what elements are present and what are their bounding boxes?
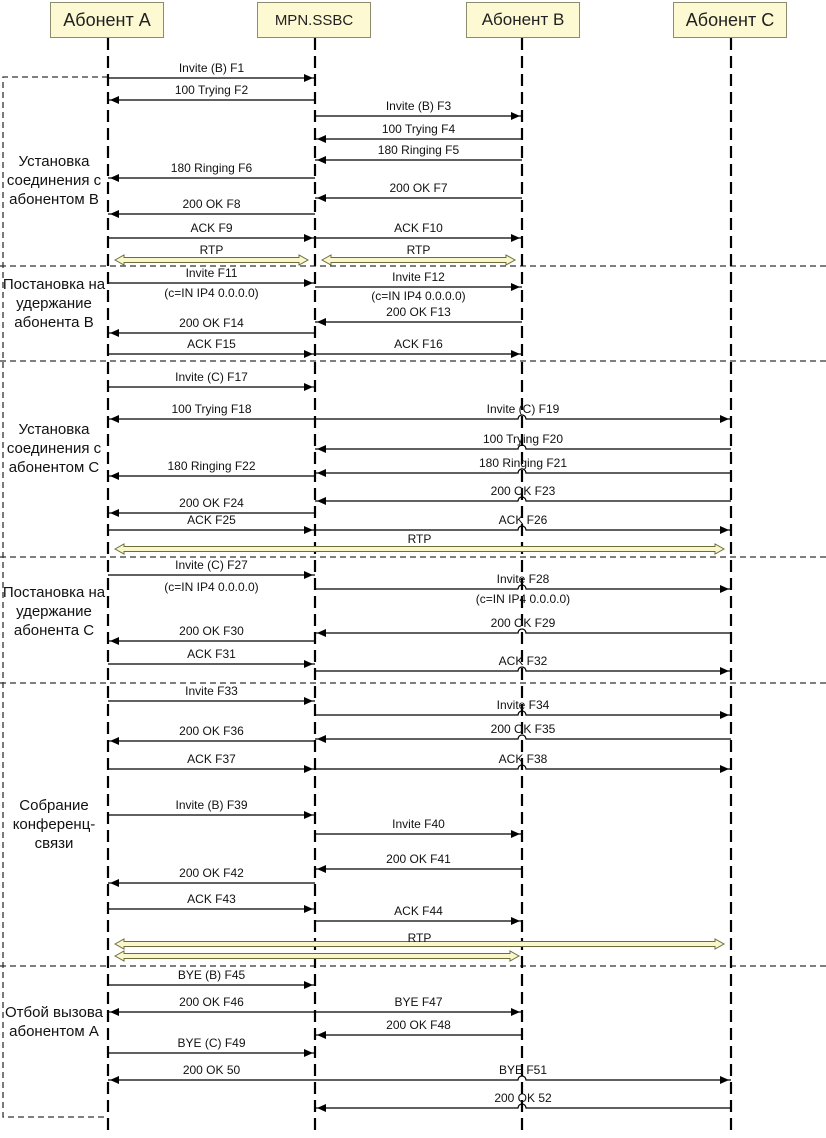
message-20-label: 100 Trying F20 <box>482 432 564 446</box>
message-23-label: 200 OK F23 <box>490 484 556 498</box>
message-43-label: ACK F43 <box>187 892 236 906</box>
message-30-arrowhead <box>110 637 119 645</box>
message-34-label: Invite F34 <box>496 698 550 712</box>
message-12-arrowhead <box>511 283 520 291</box>
message-26-label: ACK F26 <box>498 513 548 527</box>
participant-b-label: Абонент B <box>481 10 565 29</box>
message-24-label: 200 OK F24 <box>179 496 244 510</box>
participant-a-label: Абонент A <box>63 9 151 30</box>
message-11-arrowhead <box>304 279 313 287</box>
message-21-arrowhead <box>317 469 326 477</box>
message-13-arrowhead <box>317 318 326 326</box>
message-14-arrowhead <box>110 329 119 337</box>
message-48-label: 200 OK F48 <box>386 1018 451 1032</box>
message-29-label: 200 OK F29 <box>490 616 556 630</box>
participant-ssbc-box <box>257 2 371 38</box>
message-19-label: Invite (C) F19 <box>486 402 560 416</box>
message-29-arrowhead <box>317 629 326 637</box>
message-2-label: 100 Trying F2 <box>174 83 249 97</box>
phase-label-setup-b: Установка соединения с абонентом B <box>6 153 102 208</box>
participant-a-box <box>50 2 164 38</box>
message-28-label: Invite F28 <box>496 572 550 586</box>
message-1-arrowhead <box>304 74 313 82</box>
message-22-arrowhead <box>110 472 119 480</box>
message-26-arrowhead <box>720 526 729 534</box>
message-16-label: ACK F16 <box>394 337 443 351</box>
message-36-arrowhead <box>110 737 119 745</box>
phase-label-setup-c: Установка соединения с абонентом C <box>6 421 102 476</box>
message-44-label: ACK F44 <box>394 904 443 918</box>
phase-label-conference: Собрание конференц-связи <box>12 797 96 852</box>
message-3-label: Invite (B) F3 <box>385 99 452 113</box>
message-18-label: 100 Trying F18 <box>171 402 252 416</box>
message-46-arrowhead <box>110 1008 119 1016</box>
message-24-arrowhead <box>110 509 119 517</box>
message-20-arrowhead <box>317 445 326 453</box>
message-23-arrowhead <box>317 497 326 505</box>
message-15-label: ACK F15 <box>187 337 236 351</box>
message-41-arrowhead <box>317 865 326 873</box>
message-9-arrowhead <box>304 234 313 242</box>
message-47-arrowhead <box>511 1008 520 1016</box>
message-33-arrowhead <box>304 697 313 705</box>
message-52-arrowhead <box>317 1104 326 1112</box>
message-31-label: ACK F31 <box>187 647 236 661</box>
message-52-label: 200 OK 52 <box>494 1091 552 1105</box>
message-28-arrowhead <box>720 585 729 593</box>
message-41-label: 200 OK F41 <box>386 852 451 866</box>
message-6-label: 180 Ringing F6 <box>170 161 253 175</box>
message-12-label: Invite F12 <box>392 270 445 284</box>
message-50-label: 200 OK 50 <box>182 1063 241 1077</box>
message-10-arrowhead <box>511 234 520 242</box>
phase-label-hold-c: Постановка на удержание абонента C <box>2 584 106 639</box>
message-15-arrowhead <box>304 350 313 358</box>
message-27-arrowhead <box>304 571 313 579</box>
message-16-arrowhead <box>511 350 520 358</box>
message-32-label: ACK F32 <box>498 654 548 668</box>
message-27-label: Invite (C) F27 <box>175 558 248 572</box>
message-35-arrowhead <box>317 735 326 743</box>
message-28-sublabel: (c=IN IP4 0.0.0.0) <box>475 592 571 606</box>
rtp-stream-3-label: RTP <box>407 532 432 546</box>
message-18-arrowhead <box>110 415 119 423</box>
message-38-label: ACK F38 <box>498 752 548 766</box>
message-39-arrowhead <box>304 811 313 819</box>
message-37-label: ACK F37 <box>187 752 236 766</box>
message-6-arrowhead <box>110 174 119 182</box>
message-38-arrowhead <box>720 765 729 773</box>
message-51-arrowhead <box>720 1076 729 1084</box>
message-48-arrowhead <box>317 1031 326 1039</box>
message-9-label: ACK F9 <box>190 221 233 235</box>
message-12-sublabel: (c=IN IP4 0.0.0.0) <box>371 289 466 303</box>
rtp-stream-4-label: RTP <box>407 931 432 945</box>
message-45-arrowhead <box>304 981 313 989</box>
rtp-stream-2-label: RTP <box>406 243 431 257</box>
message-13-label: 200 OK F13 <box>386 305 451 319</box>
message-40-arrowhead <box>511 830 520 838</box>
message-44-arrowhead <box>511 917 520 925</box>
rtp-stream-conference-b <box>115 951 519 961</box>
message-8-label: 200 OK F8 <box>182 197 241 211</box>
message-33-label: Invite F33 <box>185 684 238 698</box>
message-39-label: Invite (B) F39 <box>175 798 248 812</box>
message-2-arrowhead <box>110 96 119 104</box>
message-22-label: 180 Ringing F22 <box>167 459 256 473</box>
message-4-arrowhead <box>317 135 326 143</box>
message-31-arrowhead <box>304 660 313 668</box>
message-40-label: Invite F40 <box>392 817 445 831</box>
message-32-arrowhead <box>720 667 729 675</box>
message-45-label: BYE (B) F45 <box>177 968 246 982</box>
message-36-label: 200 OK F36 <box>179 724 244 738</box>
message-10-label: ACK F10 <box>394 221 443 235</box>
message-42-label: 200 OK F42 <box>179 866 244 880</box>
message-27-sublabel: (c=IN IP4 0.0.0.0) <box>164 580 259 594</box>
message-7-arrowhead <box>317 194 326 202</box>
participant-ssbc-label: MPN.SSBC <box>274 11 354 29</box>
message-1-label: Invite (B) F1 <box>178 61 245 75</box>
message-25-arrowhead <box>304 526 313 534</box>
participant-c-label: Абонент C <box>685 9 775 30</box>
message-25-label: ACK F25 <box>187 513 236 527</box>
message-47-label: BYE F47 <box>394 995 443 1009</box>
phase-label-hold-b: Постановка на удержание абонента B <box>2 276 106 331</box>
rtp-stream-1-label: RTP <box>199 243 224 257</box>
message-14-label: 200 OK F14 <box>179 316 244 330</box>
message-11-sublabel: (c=IN IP4 0.0.0.0) <box>164 286 259 300</box>
message-30-label: 200 OK F30 <box>179 624 244 638</box>
message-17-arrowhead <box>304 383 313 391</box>
participant-b-box <box>466 2 580 38</box>
message-46-label: 200 OK F46 <box>179 995 244 1009</box>
message-4-label: 100 Trying F4 <box>381 122 456 136</box>
message-50-arrowhead <box>110 1076 119 1084</box>
message-49-label: BYE (C) F49 <box>177 1036 246 1050</box>
message-43-arrowhead <box>304 905 313 913</box>
message-8-arrowhead <box>110 210 119 218</box>
message-19-arrowhead <box>720 415 729 423</box>
message-37-arrowhead <box>304 765 313 773</box>
message-11-label: Invite F11 <box>185 266 238 280</box>
message-21-label: 180 Ringing F21 <box>478 456 568 470</box>
message-35-label: 200 OK F35 <box>490 722 556 736</box>
message-5-arrowhead <box>317 156 326 164</box>
message-7-label: 200 OK F7 <box>389 181 448 195</box>
message-51-label: BYE F51 <box>498 1063 548 1077</box>
message-42-arrowhead <box>110 879 119 887</box>
message-5-label: 180 Ringing F5 <box>377 143 460 157</box>
phase-label-release: Отбой вызова абонентом A <box>5 1004 103 1040</box>
participant-c-box <box>673 2 787 38</box>
message-34-arrowhead <box>720 711 729 719</box>
message-17-label: Invite (C) F17 <box>175 370 248 384</box>
message-49-arrowhead <box>304 1049 313 1057</box>
message-3-arrowhead <box>511 112 520 120</box>
